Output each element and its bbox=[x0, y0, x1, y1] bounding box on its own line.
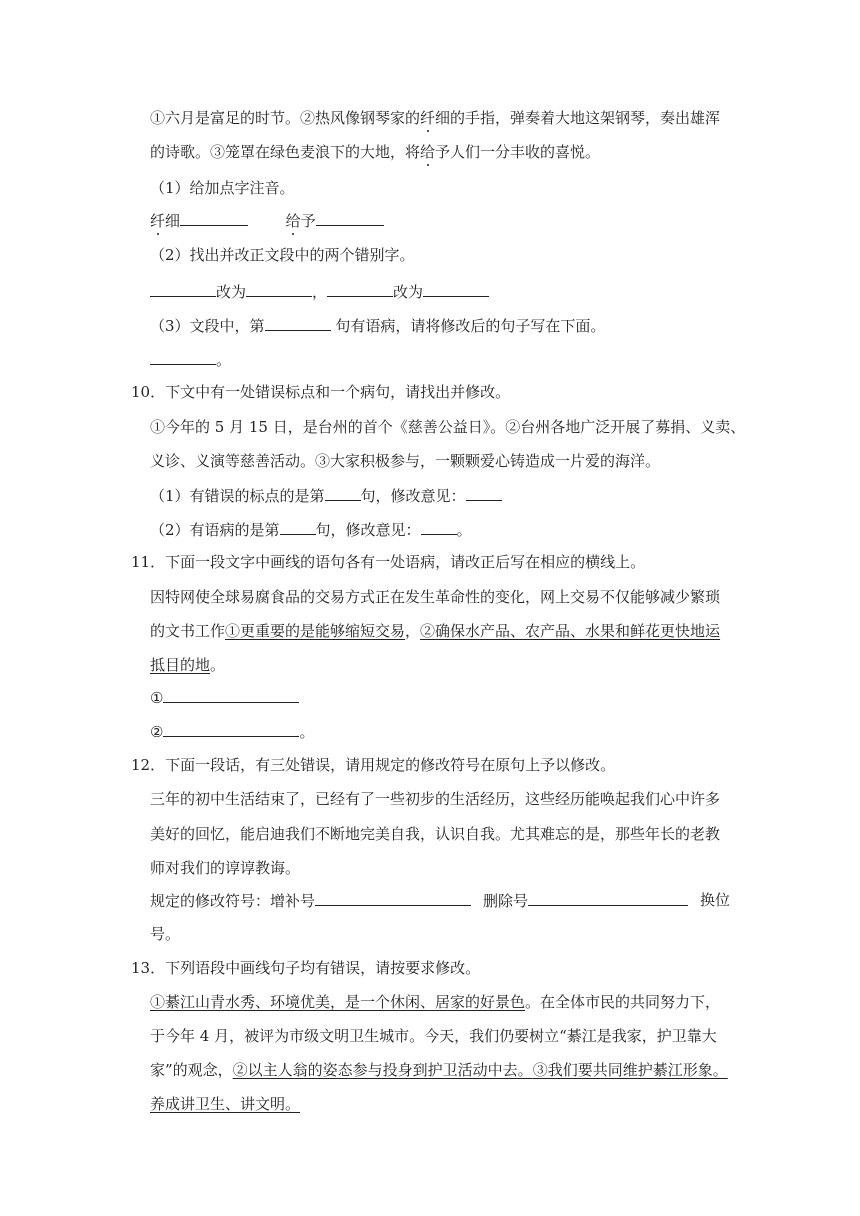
answer-blank[interactable] bbox=[466, 485, 502, 501]
answer-blank[interactable] bbox=[180, 210, 248, 226]
q11-passage-line-1: 因特网使全球易腐食品的交易方式正在发生革命性的变化，网上交易不仅能够减少繁琐 bbox=[150, 588, 721, 606]
underlined-sentence: ③我们要共同维护綦江形象。 bbox=[532, 1061, 728, 1079]
q11-passage-line-2: 的文书工作①更重要的是能够缩短交易，②确保水产品、农产品、水果和鲜花更快地运 bbox=[150, 622, 721, 640]
q12-passage-line-3: 师对我们的谆谆教诲。 bbox=[150, 859, 301, 877]
emphasis-dot-char: 纤 bbox=[420, 109, 436, 127]
q9-answer-line: 。 bbox=[150, 349, 231, 370]
q9-typo-answer-row: 改为 ， 改为 bbox=[150, 281, 489, 302]
q10-passage-line-1: ①今年的 5 月 15 日，是台州的首个《慈善公益日》。②台州各地广泛开展了募捐、义卖、 bbox=[150, 418, 746, 436]
answer-blank[interactable] bbox=[528, 890, 688, 906]
q12-passage-line-2: 美好的回忆，能启迪我们不断地完美自我，认识自我。尤其难忘的是，那些年长的老教 bbox=[150, 825, 721, 843]
q9-passage-line-1: ①六月是富足的时节。②热风像钢琴家的纤细的手指，弹奏着大地这架钢琴，奏出雄浑 bbox=[150, 109, 721, 127]
q13-passage-line-2: 于今年 4 月，被评为市级文明卫生城市。今天，我们仍要树立“綦江是我家，护卫靠大 bbox=[150, 1027, 717, 1045]
q9-sub-question-3: （3）文段中，第 句有语病，请将修改后的句子写在下面。 bbox=[150, 317, 606, 335]
underlined-sentence: ①綦江山青水秀、环境优美，是一个休闲、居家的好景色 bbox=[150, 993, 526, 1011]
answer-blank[interactable] bbox=[316, 210, 384, 226]
q13-passage-line-4 bbox=[150, 1094, 300, 1114]
answer-blank[interactable] bbox=[315, 890, 471, 906]
q13-passage-line-3: 家”的观念，②以主人翁的姿态参与投身到护卫活动中去。③我们要共同维护綦江形象。 bbox=[150, 1061, 728, 1079]
underlined-sentence: 抵目的地 bbox=[150, 656, 211, 674]
q12-title: 12．下面一段话，有三处错误，请用规定的修改符号在原句上予以修改。 bbox=[131, 756, 616, 774]
q9-sub-question-1: （1）给加点字注音。 bbox=[150, 179, 295, 197]
q13-passage-line-1: ①綦江山青水秀、环境优美，是一个休闲、居家的好景色。在全体市民的共同努力下， bbox=[150, 993, 721, 1011]
q12-symbols-line-end: 号。 bbox=[150, 925, 181, 943]
underlined-sentence: ①更重要的是能够缩短交易 bbox=[225, 622, 406, 640]
q9-sub-question-2: （2）找出并改正文段中的两个错别字。 bbox=[150, 246, 415, 264]
underlined-sentence: ②确保水产品、农产品、水果和鲜花更快地运 bbox=[420, 622, 721, 640]
q9-pinyin-row: 纤细 给予 bbox=[150, 210, 384, 231]
q10-sub-question-2: （2）有语病的是第 句，修改意见： 。 bbox=[150, 521, 472, 539]
q12-symbols-line: 规定的修改符号：增补号 删除号 换位 bbox=[150, 891, 730, 910]
answer-blank[interactable] bbox=[150, 349, 216, 365]
answer-blank[interactable] bbox=[163, 721, 299, 737]
q11-title: 11．下面一段文字中画线的语句各有一处语病，请改正后写在相应的横线上。 bbox=[131, 553, 646, 571]
emphasis-dot-char: 给 bbox=[420, 143, 436, 161]
answer-blank[interactable] bbox=[325, 485, 361, 501]
answer-blank[interactable] bbox=[327, 281, 393, 297]
answer-blank[interactable] bbox=[246, 281, 312, 297]
answer-blank[interactable] bbox=[280, 519, 316, 535]
q10-sub-question-1: （1）有错误的标点的是第 句，修改意见： bbox=[150, 485, 502, 506]
answer-blank[interactable] bbox=[265, 315, 331, 331]
underlined-sentence: ②以主人翁的姿态参与投身到护卫活动中去。 bbox=[232, 1061, 533, 1079]
answer-blank[interactable] bbox=[421, 519, 457, 535]
q12-passage-line-1: 三年的初中生活结束了，已经有了一些初步的生活经历，这些经历能唤起我们心中许多 bbox=[150, 790, 721, 808]
answer-blank[interactable] bbox=[423, 281, 489, 297]
q11-answer-2: ② 。 bbox=[150, 723, 315, 741]
q10-title: 10．下文中有一处错误标点和一个病句，请找出并修改。 bbox=[131, 383, 511, 401]
q11-passage-line-3: 抵目的地。 bbox=[150, 656, 226, 674]
underlined-sentence: 养成讲卫生、讲文明。 bbox=[150, 1095, 301, 1113]
answer-blank[interactable] bbox=[163, 687, 299, 703]
q9-passage-line-2: 的诗歌。③笼罩在绿色麦浪下的大地，将给予人们一分丰收的喜悦。 bbox=[150, 143, 601, 161]
q10-passage-line-2: 义诊、义演等慈善活动。③大家积极参与，一颗颗爱心铸造成一片爱的海洋。 bbox=[150, 452, 661, 470]
answer-blank[interactable] bbox=[150, 281, 216, 297]
q11-answer-1: ① bbox=[150, 687, 299, 708]
q13-title: 13．下列语段中画线句子均有错误，请按要求修改。 bbox=[131, 959, 481, 977]
